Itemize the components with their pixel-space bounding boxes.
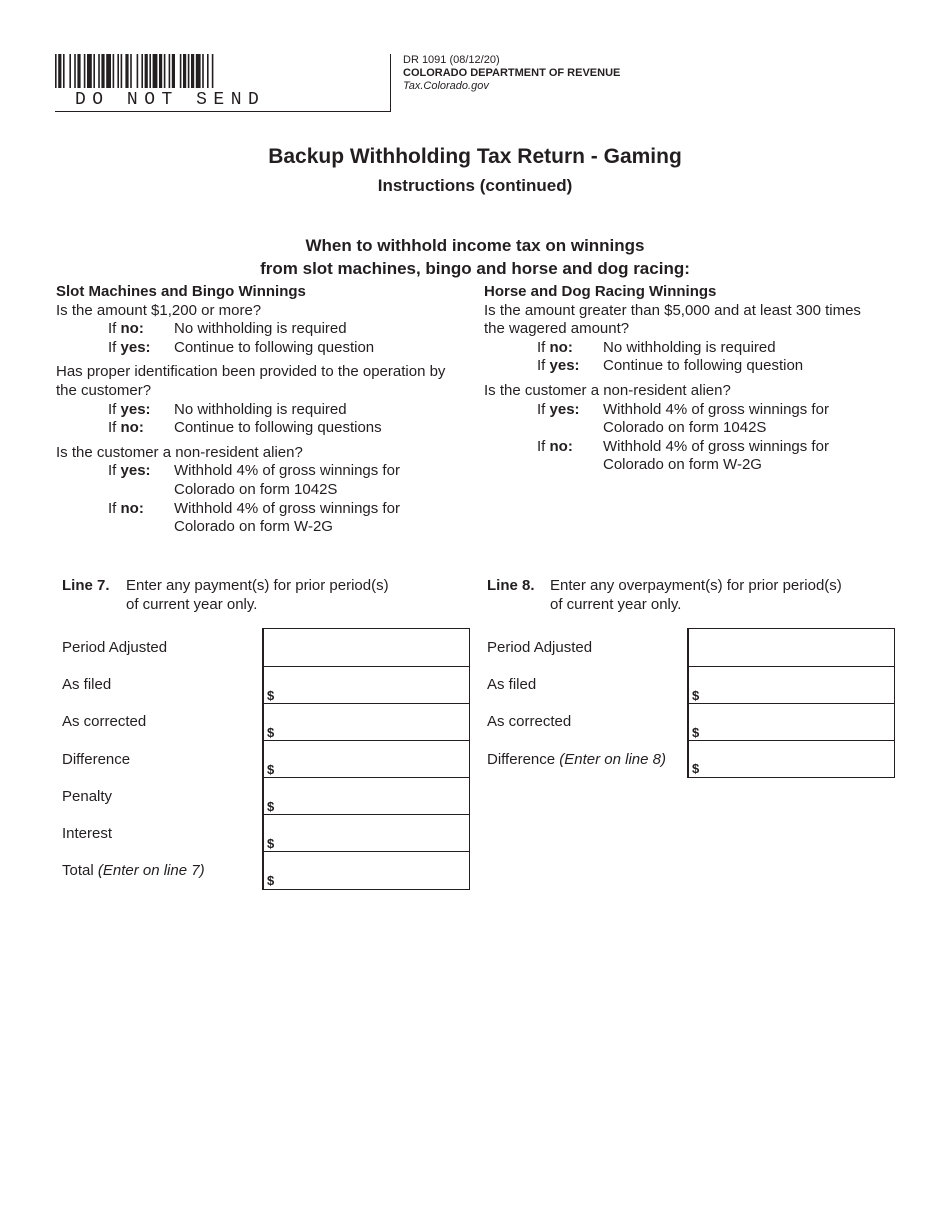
barcode-icon bbox=[55, 54, 277, 88]
slot-q3: Is the customer a non-resident alien? bbox=[56, 443, 303, 461]
horse-q2: Is the customer a non-resident alien? bbox=[484, 381, 731, 399]
line7-difference-field[interactable]: $ bbox=[264, 740, 469, 778]
page-title: Backup Withholding Tax Return - Gaming bbox=[268, 145, 682, 168]
slot-heading: Slot Machines and Bingo Winnings bbox=[56, 283, 306, 300]
line8-row-difference: Difference (Enter on line 8) bbox=[487, 751, 666, 768]
barcode-block bbox=[55, 54, 391, 112]
when-heading-line2: from slot machines, bingo and horse and dog racing: bbox=[260, 259, 690, 278]
line7-instruction bbox=[62, 576, 462, 614]
line7-text1: Enter any payment(s) for prior period(s) bbox=[126, 577, 389, 594]
line8-instruction bbox=[487, 576, 887, 614]
line7-row-period-adjusted: Period Adjusted bbox=[62, 639, 168, 656]
slot-q2-no: If no: Continue to following questions bbox=[108, 419, 382, 437]
line7-box bbox=[262, 628, 470, 890]
horse-q1-no: If no: No withholding is required bbox=[537, 338, 776, 356]
line8-row-as-filed: As filed bbox=[487, 676, 537, 693]
horse-q1-yes: If yes: Continue to following question bbox=[537, 357, 804, 375]
barcode-underline bbox=[55, 111, 391, 112]
line7-total-field[interactable]: $ bbox=[267, 873, 275, 888]
slot-q1-no: If no: No withholding is required bbox=[108, 320, 347, 338]
form-id: DR 1091 (08/12/20) bbox=[403, 54, 500, 66]
do-not-send-label: DO NOT SEND bbox=[75, 90, 266, 110]
slot-q2: Has proper identification been provided to the operation by the customer? bbox=[56, 363, 446, 399]
line7-as-corrected-field[interactable]: $ bbox=[264, 703, 469, 741]
line7-as-filed-field[interactable]: $ bbox=[264, 666, 469, 704]
slot-section bbox=[56, 283, 466, 537]
header-divider bbox=[390, 54, 391, 112]
slot-q1: Is the amount $1,200 or more? bbox=[56, 301, 262, 319]
line7-number: Line 7. bbox=[62, 577, 110, 594]
line8-text1: Enter any overpayment(s) for prior period(s) bbox=[550, 577, 842, 594]
line7-row-interest: Interest bbox=[62, 825, 113, 842]
line8-as-filed-field[interactable]: $ bbox=[689, 666, 894, 704]
line7-period-adjusted-field[interactable] bbox=[264, 629, 469, 667]
line7-row-difference: Difference bbox=[62, 751, 131, 768]
line8-text2: of current year only. bbox=[550, 596, 682, 613]
horse-q2-yes: If yes: Withhold 4% of gross winnings for Colorado on form 1042S bbox=[537, 400, 829, 437]
slot-q1-yes: If yes: Continue to following question bbox=[108, 338, 375, 356]
website: Tax.Colorado.gov bbox=[403, 80, 489, 92]
slot-q3-yes: If yes: Withhold 4% of gross winnings for Colorado on form 1042S bbox=[108, 462, 400, 498]
line7-row-total: Total (Enter on line 7) bbox=[62, 862, 205, 879]
line8-row-as-corrected: As corrected bbox=[487, 713, 572, 730]
line7-row-as-filed: As filed bbox=[62, 676, 112, 693]
when-heading-line1: When to withhold income tax on winnings bbox=[305, 236, 645, 255]
line7-penalty-field[interactable]: $ bbox=[264, 777, 469, 815]
horse-q2-no: If no: Withhold 4% of gross winnings for Colorado on form W-2G bbox=[537, 437, 829, 474]
horse-heading: Horse and Dog Racing Winnings bbox=[484, 283, 717, 300]
department-name: COLORADO DEPARTMENT OF REVENUE bbox=[403, 67, 621, 79]
line7-text2: of current year only. bbox=[126, 596, 258, 613]
horse-section bbox=[484, 283, 884, 475]
line8-box bbox=[687, 628, 895, 778]
when-heading bbox=[0, 234, 950, 280]
line8-row-period-adjusted: Period Adjusted bbox=[487, 639, 593, 656]
line8-difference-field[interactable]: $ bbox=[692, 761, 700, 776]
page-subtitle: Instructions (continued) bbox=[377, 176, 573, 195]
line7-interest-field[interactable]: $ bbox=[264, 814, 469, 852]
line7-row-penalty: Penalty bbox=[62, 788, 113, 805]
line8-number: Line 8. bbox=[487, 577, 535, 594]
slot-q2-yes: If yes: No withholding is required bbox=[108, 400, 347, 418]
form-header bbox=[403, 54, 620, 93]
horse-q1: Is the amount greater than $5,000 and at least 300 times the wagered amount? bbox=[484, 301, 861, 338]
line8-period-adjusted-field[interactable] bbox=[689, 629, 894, 667]
line7-row-as-corrected: As corrected bbox=[62, 713, 147, 730]
slot-q3-no: If no: Withhold 4% of gross winnings for Colorado on form W-2G bbox=[108, 499, 400, 536]
line8-as-corrected-field[interactable]: $ bbox=[689, 703, 894, 741]
